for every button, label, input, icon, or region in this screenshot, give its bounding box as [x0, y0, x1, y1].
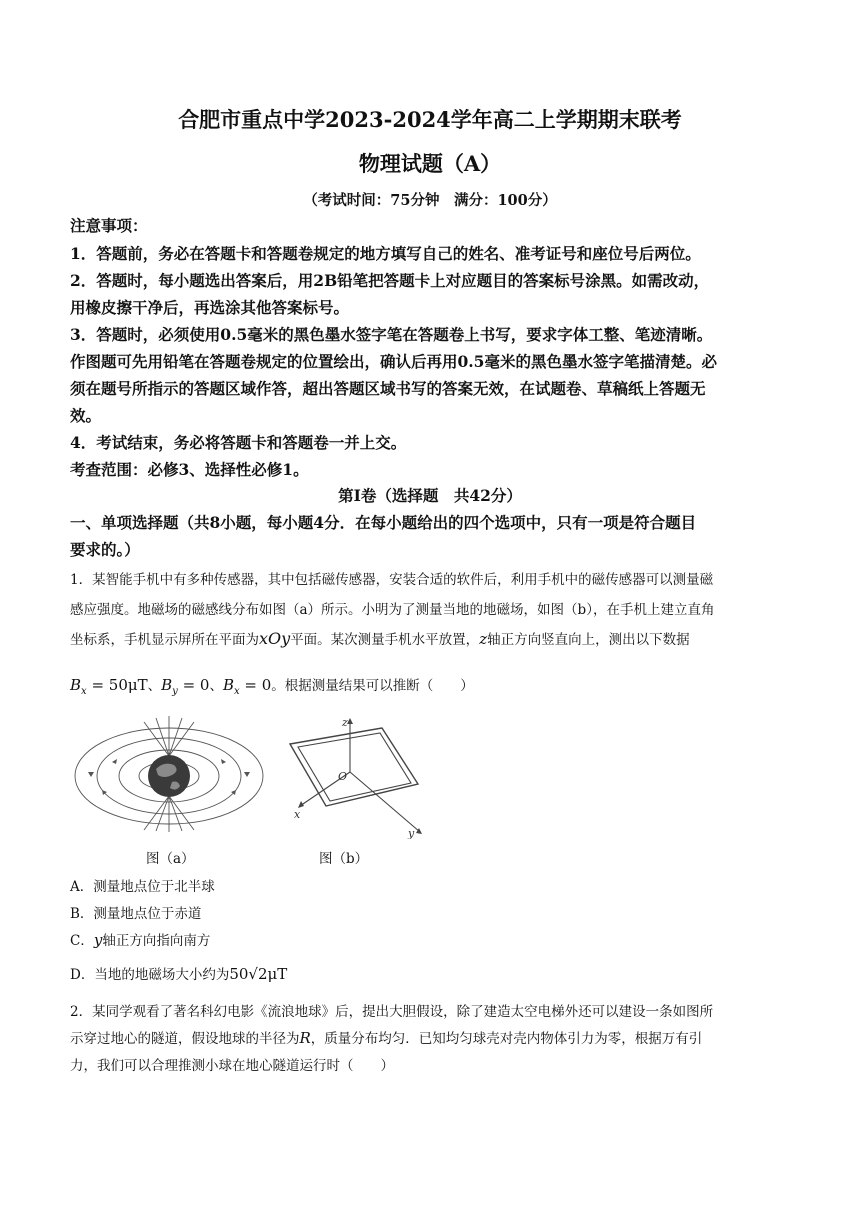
- section-heading-line-2: 要求的。）: [70, 540, 140, 559]
- q2-line-2-text-a: 示穿过地心的隧道，假设地球的半径为: [70, 1031, 300, 1047]
- notice-item-1: 1．答题前，务必在答题卡和答题卷规定的地方填写自己的姓名、准考证号和座位号后两位。: [70, 244, 701, 263]
- q1-line-1: 1．某智能手机中有多种传感器，其中包括磁传感器，安装合适的软件后，利用手机中的磁传感器可以测量磁: [70, 572, 714, 588]
- exam-subtitle: 物理试题（A）: [358, 151, 502, 176]
- notice-item-3-line-1: 3．答题时，必须使用0.5毫米的黑色墨水签字笔在答题卷上书写，要求字体工整、笔迹清晰。: [70, 325, 713, 344]
- by-formula: $B_y = 0$: [161, 676, 210, 697]
- q1-line-3-text-b: 平面。某次测量手机水平放置，: [290, 632, 480, 648]
- bx-formula: $B_x = 50\mu T$: [70, 676, 148, 697]
- option-d-text: D．当地的地磁场大小约为: [70, 967, 230, 983]
- plane-symbol: xOy: [259, 629, 291, 648]
- q1-line-4-tail: 。根据测量结果可以推断（ ）: [271, 678, 474, 694]
- notice-item-3-line-3: 须在题号所指示的答题区域作答，超出答题区域书写的答案无效，在试题卷、草稿纸上答题无: [70, 379, 706, 398]
- q1-line-3-text-a: 坐标系，手机显示屏所在平面为: [70, 632, 259, 648]
- bz-formula: $B_x = 0$: [222, 676, 272, 697]
- figure-a-caption: 图（a）: [146, 851, 195, 867]
- notice-item-2-line-1: 2．答题时，每小题选出答案后，用2B铅笔把答题卡上对应题目的答案标号涂黑。如需改动，: [70, 271, 710, 290]
- q1-line-3: [70, 628, 690, 648]
- q1-option-a: A．测量地点位于北半球: [70, 879, 215, 895]
- q2-line-2-text-b: ，质量分布均匀．已知均匀球壳对壳内物体引力为零，根据万有引: [310, 1031, 703, 1047]
- z-axis-label: z: [342, 716, 348, 729]
- q1-option-b: B．测量地点位于赤道: [70, 906, 202, 922]
- q2-line-1: 2．某同学观看了著名科幻电影《流浪地球》后，提出大胆假设，除了建造太空电梯外还可以建设一条如图所: [70, 1004, 714, 1020]
- q1-option-c: [70, 929, 210, 949]
- figure-b-caption: 图（b）: [319, 851, 369, 867]
- radius-symbol: R: [299, 1029, 311, 1047]
- section-heading-line-1: 一、单项选择题（共8小题，每小题4分．在每小题给出的四个选项中，只有一项是符合题目: [70, 513, 697, 532]
- q1-line-3-text-c: 轴正方向竖直向上，测出以下数据: [487, 632, 690, 648]
- origin-label: O: [338, 770, 348, 783]
- q2-line-3: 力，我们可以合理推测小球在地心隧道运行时（ ）: [70, 1058, 394, 1074]
- q1-line-2: 感应强度。地磁场的磁感线分布如图（a）所示。小明为了测量当地的地磁场，如图（b），在手机上建立直角: [70, 602, 715, 618]
- notice-item-3-line-2: 作图题可先用铅笔在答题卷规定的位置绘出，确认后再用0.5毫米的黑色墨水签字笔描清楚。必: [70, 352, 717, 371]
- y-axis-label: y: [408, 827, 415, 839]
- q1-option-d: [70, 963, 287, 983]
- z-axis-symbol: z: [479, 630, 488, 648]
- separator: 、: [147, 678, 162, 694]
- q1-line-4: [70, 674, 474, 697]
- y-axis-symbol: y: [93, 931, 103, 949]
- q2-line-2: [70, 1027, 702, 1047]
- notice-item-2-line-2: 用橡皮擦干净后，再选涂其他答案标号。: [70, 298, 350, 317]
- exam-title: 合肥市重点中学2023-2024学年高二上学期期末联考: [178, 107, 682, 132]
- exam-info: （考试时间：75分钟 满分：100分）: [303, 192, 557, 209]
- option-d-value: 50√2μT: [229, 965, 288, 983]
- option-c-text: 轴正方向指向南方: [102, 933, 211, 949]
- separator: 、: [209, 678, 223, 694]
- notice-item-4: 4．考试结束，务必将答题卡和答题卷一并上交。: [70, 433, 407, 452]
- notice-item-3-line-4: 效。: [70, 406, 102, 425]
- notice-heading: 注意事项：: [70, 216, 148, 235]
- option-c-label: C．: [70, 933, 94, 949]
- earth-magnetic-field-figure: [72, 714, 267, 832]
- phone-axes-figure: [272, 714, 422, 839]
- x-axis-label: x: [294, 808, 301, 821]
- exam-scope: 考查范围：必修3、选择性必修1。: [70, 460, 309, 479]
- part1-heading: 第Ⅰ卷（选择题 共42分）: [338, 486, 522, 505]
